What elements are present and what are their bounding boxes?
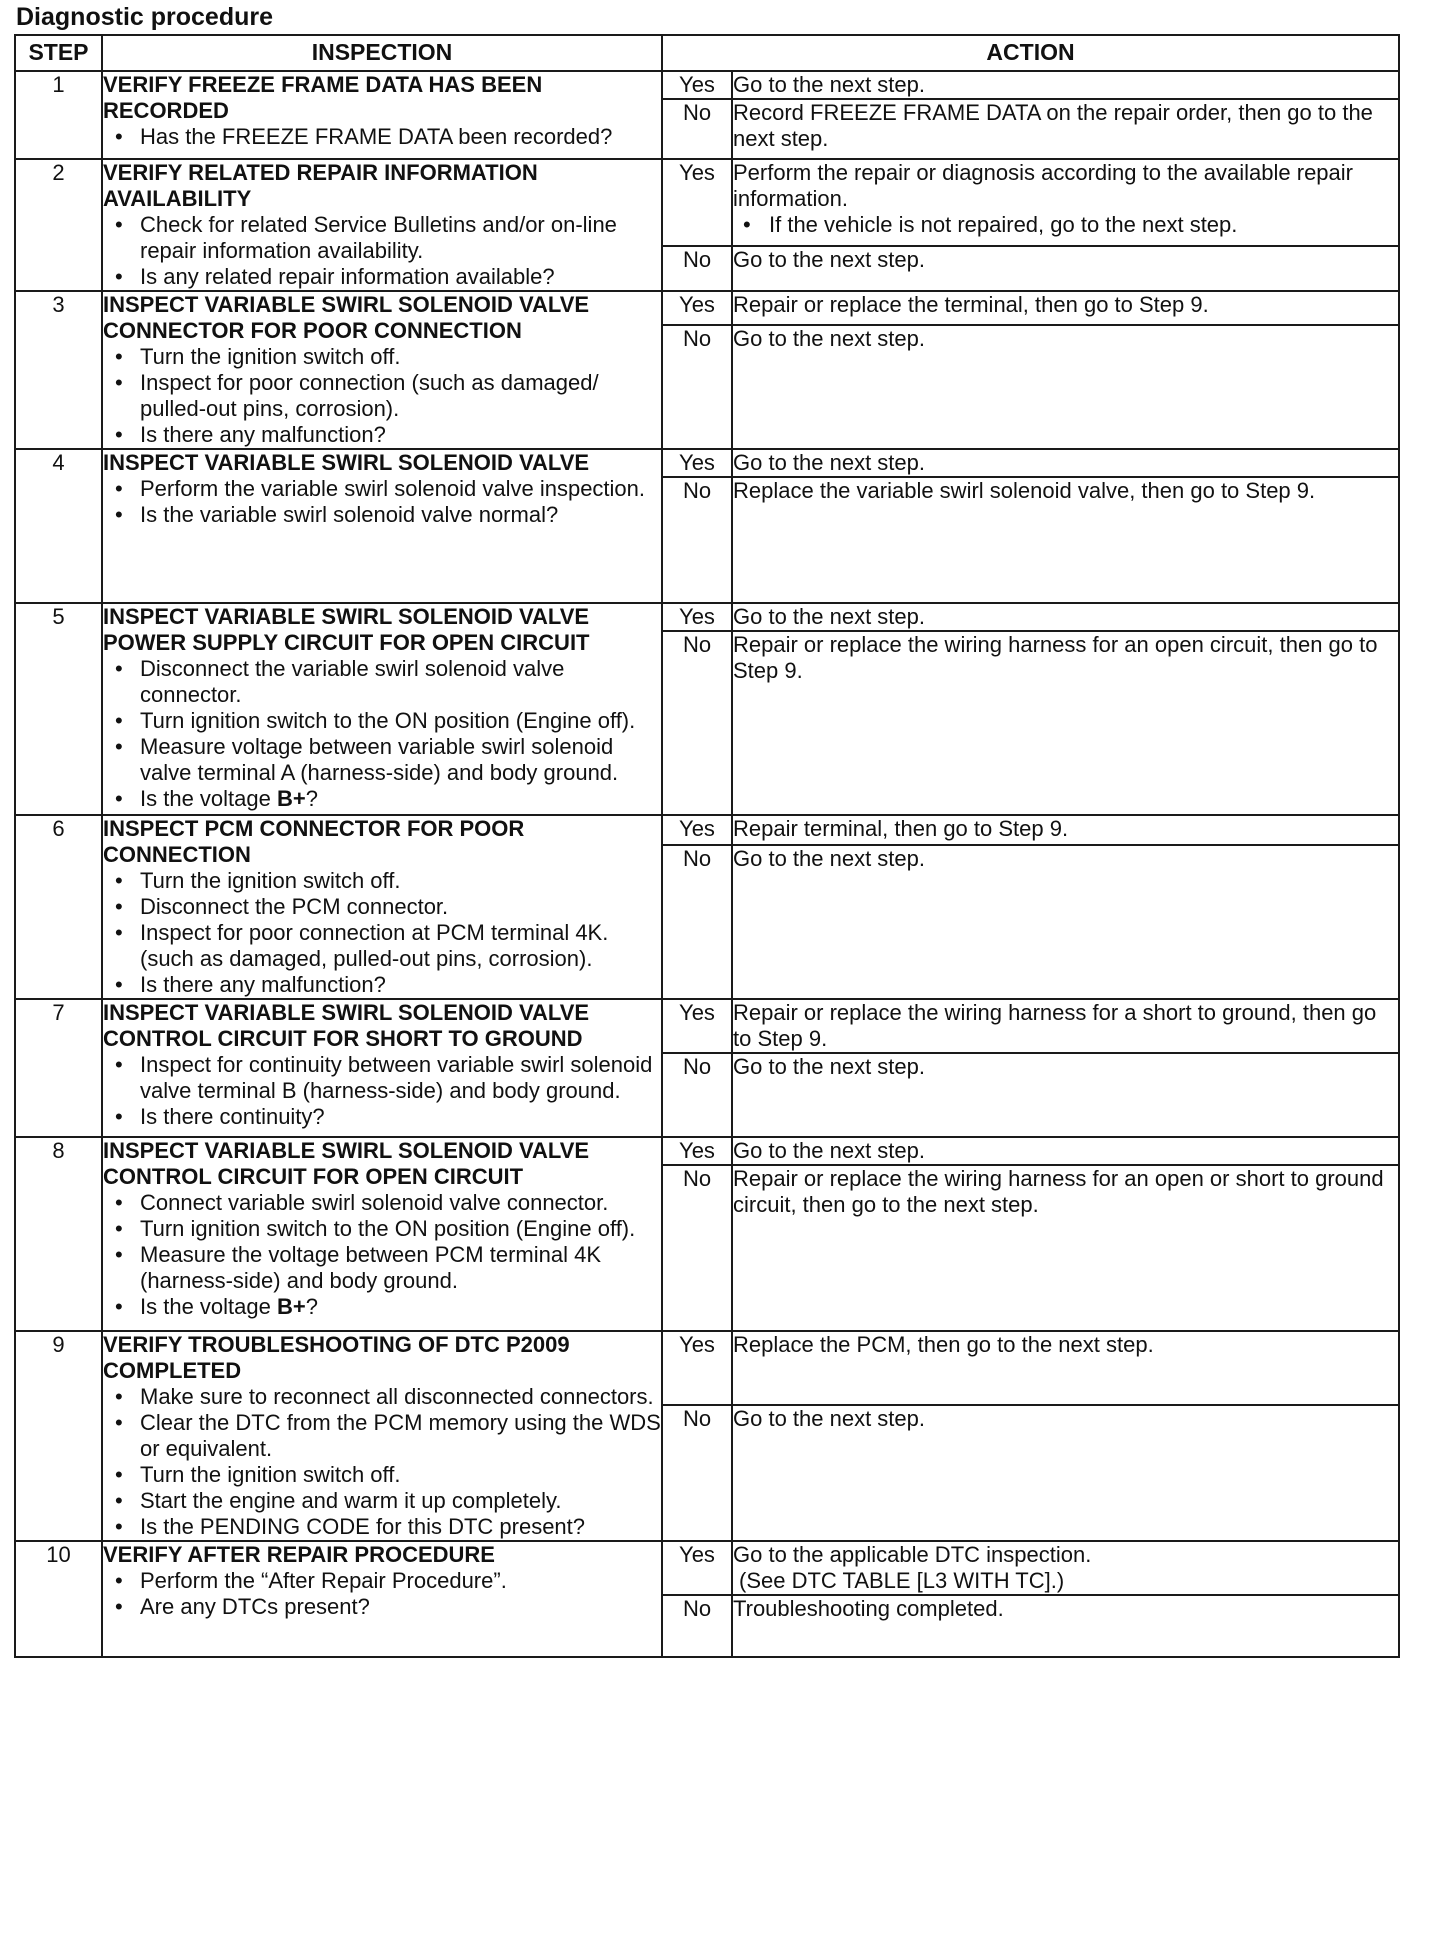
yes-action-text: Go to the next step.: [733, 72, 926, 97]
inspection-item-text: ?: [305, 786, 318, 811]
yes-action: [732, 603, 1399, 631]
table-row: [15, 449, 1399, 477]
procedure-sheet: [14, 0, 1398, 1658]
yes-label: Yes: [662, 159, 732, 246]
inspection-cell: [102, 815, 662, 999]
inspection-list: [103, 868, 661, 998]
inspection-item: • Has the FREEZE FRAME DATA been recorded?: [103, 124, 661, 150]
step-number: 8: [15, 1137, 102, 1331]
table-row: [15, 1137, 1399, 1165]
yes-action-note: • If the vehicle is not repaired, go to the next step.: [733, 212, 1398, 238]
page-title: Diagnostic procedure: [16, 3, 273, 31]
header-inspection: INSPECTION: [102, 35, 662, 71]
yes-action: [732, 71, 1399, 99]
yes-label: Yes: [662, 71, 732, 99]
inspection-cell: [102, 603, 662, 815]
inspection-heading: VERIFY FREEZE FRAME DATA HAS BEEN RECORDED: [103, 72, 543, 123]
no-action: Repair or replace the wiring harness for an open circuit, then go to Step 9.: [732, 631, 1399, 815]
inspection-cell: [102, 1541, 662, 1657]
no-action: Go to the next step.: [732, 325, 1399, 450]
inspection-item: • Is any related repair information available?: [103, 264, 661, 290]
no-label: No: [662, 246, 732, 291]
inspection-cell: [102, 449, 662, 603]
yes-label: Yes: [662, 291, 732, 325]
inspection-list: [103, 1052, 661, 1130]
inspection-heading: INSPECT VARIABLE SWIRL SOLENOID VALVE POWER SUPPLY CIRCUIT FOR OPEN CIRCUIT: [103, 604, 590, 655]
yes-action: [732, 815, 1399, 845]
no-label: No: [662, 477, 732, 603]
step-number: 2: [15, 159, 102, 291]
no-action: Record FREEZE FRAME DATA on the repair order, then go to the next step.: [732, 99, 1399, 159]
inspection-heading: INSPECT VARIABLE SWIRL SOLENOID VALVE CONNECTOR FOR POOR CONNECTION: [103, 292, 590, 343]
inspection-list: [103, 344, 661, 448]
inspection-item: • Make sure to reconnect all disconnected connectors.: [103, 1384, 661, 1410]
inspection-item: • Is the variable swirl solenoid valve normal?: [103, 502, 661, 528]
inspection-item: • Check for related Service Bulletins and/or on-line repair information availability.: [103, 212, 661, 264]
step-number: 9: [15, 1331, 102, 1541]
inspection-cell: [102, 71, 662, 159]
inspection-list: [103, 124, 661, 150]
table-row: [15, 291, 1399, 325]
inspection-item: [103, 786, 661, 812]
yes-action-text: Repair or replace the terminal, then go to Step 9.: [733, 292, 1209, 317]
yes-action: [732, 449, 1399, 477]
yes-label: Yes: [662, 1331, 732, 1405]
yes-action: [732, 1137, 1399, 1165]
no-action: Go to the next step.: [732, 1405, 1399, 1541]
inspection-heading: VERIFY TROUBLESHOOTING OF DTC P2009 COMPLETED: [103, 1332, 570, 1383]
yes-action: [732, 159, 1399, 246]
inspection-list: [103, 212, 661, 290]
inspection-item: [103, 1294, 661, 1320]
yes-action-text: Go to the next step.: [733, 604, 926, 629]
yes-action-text: Go to the next step.: [733, 1138, 926, 1163]
table-row: [15, 815, 1399, 845]
no-action: Go to the next step.: [732, 1053, 1399, 1137]
inspection-item: • Measure the voltage between PCM terminal 4K (harness-side) and body ground.: [103, 1242, 661, 1294]
no-label: No: [662, 1595, 732, 1657]
inspection-cell: [102, 1331, 662, 1541]
inspection-item: • Perform the variable swirl solenoid valve inspection.: [103, 476, 661, 502]
yes-action-text: Repair or replace the wiring harness for a short to ground, then go to Step 9.: [733, 1000, 1377, 1051]
no-label: No: [662, 1053, 732, 1137]
inspection-list: [103, 1190, 661, 1320]
yes-action-text: (See DTC TABLE [L3 WITH TC].): [739, 1568, 1065, 1593]
inspection-heading: INSPECT PCM CONNECTOR FOR POOR CONNECTION: [103, 816, 525, 867]
inspection-item: • Is there any malfunction?: [103, 972, 661, 998]
inspection-item: • Disconnect the PCM connector.: [103, 894, 661, 920]
inspection-heading: INSPECT VARIABLE SWIRL SOLENOID VALVE: [103, 450, 590, 475]
inspection-item: • Turn ignition switch to the ON position (Engine off).: [103, 1216, 661, 1242]
inspection-cell: [102, 159, 662, 291]
inspection-list: [103, 1568, 661, 1620]
yes-label: Yes: [662, 603, 732, 631]
yes-action-text: Repair terminal, then go to Step 9.: [733, 816, 1069, 841]
inspection-list: [103, 656, 661, 812]
yes-action: [732, 999, 1399, 1053]
no-label: No: [662, 1405, 732, 1541]
inspection-item: • Turn the ignition switch off.: [103, 344, 661, 370]
table-row: [15, 71, 1399, 99]
inspection-list: [103, 1384, 661, 1540]
inspection-item-value: B+: [276, 1294, 306, 1319]
inspection-item: • Disconnect the variable swirl solenoid valve connector.: [103, 656, 661, 708]
inspection-item: • Connect variable swirl solenoid valve connector.: [103, 1190, 661, 1216]
yes-label: Yes: [662, 815, 732, 845]
step-number: 7: [15, 999, 102, 1137]
inspection-item: • Is the PENDING CODE for this DTC present?: [103, 1514, 661, 1540]
yes-action: [732, 1331, 1399, 1405]
no-action: Repair or replace the wiring harness for an open or short to ground circuit, then go to the next step.: [732, 1165, 1399, 1331]
inspection-item: • Measure voltage between variable swirl solenoid valve terminal A (harness-side) and body ground.: [103, 734, 661, 786]
inspection-item-text: Is the voltage: [140, 1294, 277, 1319]
inspection-item: • Is there continuity?: [103, 1104, 661, 1130]
step-number: 10: [15, 1541, 102, 1657]
no-label: No: [662, 631, 732, 815]
inspection-cell: [102, 1137, 662, 1331]
header-step: STEP: [15, 35, 102, 71]
yes-action: [732, 291, 1399, 325]
inspection-heading: INSPECT VARIABLE SWIRL SOLENOID VALVE CONTROL CIRCUIT FOR SHORT TO GROUND: [103, 1000, 590, 1051]
no-action: Go to the next step.: [732, 246, 1399, 291]
no-label: No: [662, 845, 732, 999]
inspection-item: • Perform the “After Repair Procedure”.: [103, 1568, 661, 1594]
inspection-item: • Are any DTCs present?: [103, 1594, 661, 1620]
table-row: [15, 1541, 1399, 1595]
header-action: ACTION: [662, 35, 1399, 71]
inspection-item: • Start the engine and warm it up completely.: [103, 1488, 661, 1514]
diagnostic-table: [14, 34, 1400, 1658]
inspection-heading: VERIFY RELATED REPAIR INFORMATION AVAILABILITY: [103, 160, 538, 211]
step-number: 6: [15, 815, 102, 999]
inspection-list: [103, 476, 661, 528]
no-action: Replace the variable swirl solenoid valve, then go to Step 9.: [732, 477, 1399, 603]
step-number: 1: [15, 71, 102, 159]
yes-action-text: Go to the applicable DTC inspection.: [733, 1542, 1092, 1567]
inspection-item: • Is there any malfunction?: [103, 422, 661, 448]
yes-action-text: Perform the repair or diagnosis according to the available repair information.: [733, 160, 1353, 211]
inspection-item-text: ?: [305, 1294, 318, 1319]
table-row: [15, 999, 1399, 1053]
inspection-heading: VERIFY AFTER REPAIR PROCEDURE: [103, 1542, 495, 1567]
inspection-item-value: B+: [276, 786, 306, 811]
inspection-cell: [102, 999, 662, 1137]
no-label: No: [662, 1165, 732, 1331]
yes-label: Yes: [662, 999, 732, 1053]
inspection-item: • Inspect for poor connection at PCM terminal 4K. (such as damaged, pulled-out pins, corrosion).: [103, 920, 661, 972]
no-action: Troubleshooting completed.: [732, 1595, 1399, 1657]
table-row: [15, 603, 1399, 631]
step-number: 5: [15, 603, 102, 815]
inspection-item: • Turn ignition switch to the ON position (Engine off).: [103, 708, 661, 734]
inspection-item: • Inspect for poor connection (such as damaged/ pulled-out pins, corrosion).: [103, 370, 661, 422]
inspection-item-text: Is the voltage: [140, 786, 277, 811]
inspection-item: • Inspect for continuity between variable swirl solenoid valve terminal B (harness-side) and body ground.: [103, 1052, 661, 1104]
step-number: 3: [15, 291, 102, 449]
yes-action: [732, 1541, 1399, 1595]
table-body: [15, 71, 1399, 1657]
yes-label: Yes: [662, 449, 732, 477]
inspection-item: • Turn the ignition switch off.: [103, 868, 661, 894]
yes-label: Yes: [662, 1137, 732, 1165]
no-label: No: [662, 325, 732, 450]
table-header-row: [15, 35, 1399, 71]
yes-action-text: Go to the next step.: [733, 450, 926, 475]
table-row: [15, 159, 1399, 246]
inspection-item: • Turn the ignition switch off.: [103, 1462, 661, 1488]
yes-label: Yes: [662, 1541, 732, 1595]
table-row: [15, 1331, 1399, 1405]
inspection-cell: [102, 291, 662, 449]
yes-action-text: Replace the PCM, then go to the next step.: [733, 1332, 1154, 1357]
inspection-item: • Clear the DTC from the PCM memory using the WDS or equivalent.: [103, 1410, 661, 1462]
step-number: 4: [15, 449, 102, 603]
no-action: Go to the next step.: [732, 845, 1399, 999]
inspection-heading: INSPECT VARIABLE SWIRL SOLENOID VALVE CONTROL CIRCUIT FOR OPEN CIRCUIT: [103, 1138, 590, 1189]
no-label: No: [662, 99, 732, 159]
